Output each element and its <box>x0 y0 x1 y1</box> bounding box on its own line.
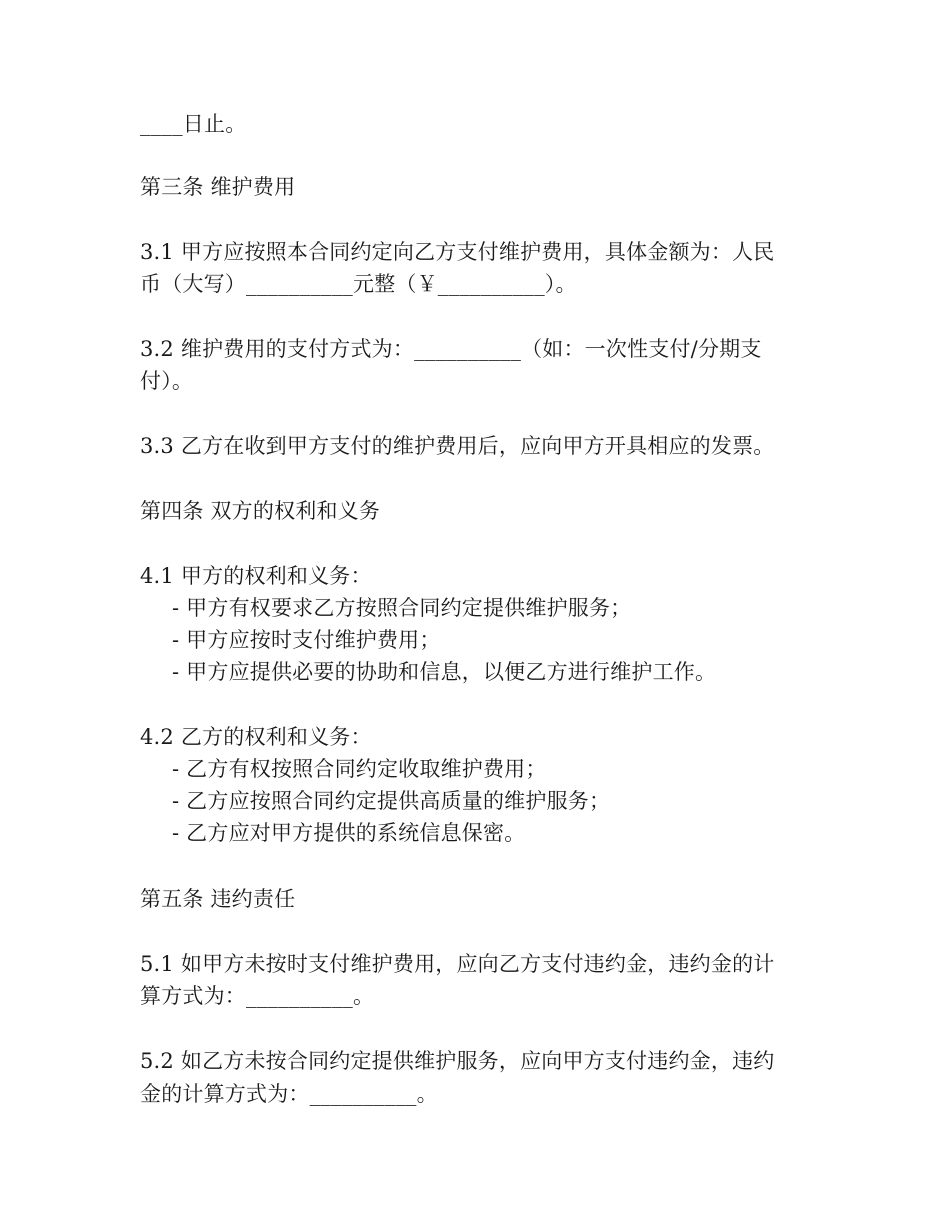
clause-4-2-title: 4.2 乙方的权利和义务： <box>140 725 372 749</box>
clause-3-2-line-1: 3.2 维护费用的支付方式为：__________（如：一次性支付/分期支 <box>140 337 762 361</box>
article-4-heading: 第四条 双方的权利和义务 <box>140 499 381 523</box>
continued-fragment: ____日止。 <box>140 112 247 136</box>
clause-3-3-line-1: 3.3 乙方在收到甲方支付的维护费用后，应向甲方开具相应的发票。 <box>140 434 775 458</box>
clause-5-1-line-1: 5.1 如甲方未按时支付维护费用，应向乙方支付违约金，违约金的计 <box>140 952 775 976</box>
clause-5-1-line-2: 算方式为：__________。 <box>140 984 375 1008</box>
clause-3-1-line-1: 3.1 甲方应按照本合同约定向乙方支付维护费用，具体金额为：人民 <box>140 240 775 264</box>
clause-4-1-item: - 甲方有权要求乙方按照合同约定提供维护服务； <box>172 596 632 620</box>
article-5-heading: 第五条 违约责任 <box>140 887 296 911</box>
clause-3-2-line-2: 付）。 <box>140 369 194 393</box>
clause-5-2-line-1: 5.2 如乙方未按合同约定提供维护服务，应向甲方支付违约金，违约 <box>140 1049 775 1073</box>
clause-4-2-item: - 乙方有权按照合同约定收取维护费用； <box>172 757 547 781</box>
clause-4-1-item: - 甲方应按时支付维护费用； <box>172 628 441 652</box>
clause-4-1-item: - 甲方应提供必要的协助和信息，以便乙方进行维护工作。 <box>172 660 717 684</box>
clause-4-2-item: - 乙方应按照合同约定提供高质量的维护服务； <box>172 789 611 813</box>
clause-3-1-line-2: 币（大写）__________元整（￥__________）。 <box>140 272 577 296</box>
clause-5-2-line-2: 金的计算方式为：__________。 <box>140 1082 438 1106</box>
clause-4-2-item: - 乙方应对甲方提供的系统信息保密。 <box>172 821 526 845</box>
clause-4-1-title: 4.1 甲方的权利和义务： <box>140 564 372 588</box>
article-3-heading: 第三条 维护费用 <box>140 175 296 199</box>
